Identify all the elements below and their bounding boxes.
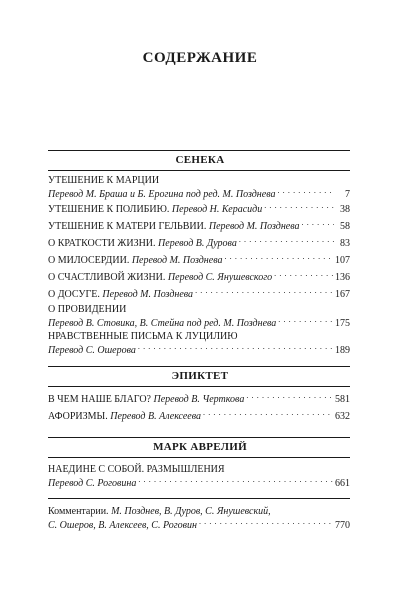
section-title-epictetus: ЭПИКТЕТ [171,370,229,382]
leader-dots [246,392,333,402]
section-rule [48,386,350,387]
leader-dots [224,253,333,263]
page-number: 661 [335,478,350,489]
section-rule [48,457,350,458]
toc-entry[interactable] [48,409,350,423]
entry-translator: Перевод С. Ошерова [48,345,136,356]
entry-translator: Перевод М. Позднева [131,255,223,266]
comments-authors-line2: С. Ошеров, В. Алексеев, С. Роговин [48,520,197,531]
entry-title: О СЧАСТЛИВОЙ ЖИЗНИ. [48,272,166,283]
leader-dots [199,518,333,528]
toc-entry[interactable] [48,287,350,301]
leader-dots [278,316,333,326]
entry-title: О МИЛОСЕРДИИ. [48,255,130,266]
section-rule [48,498,350,499]
entry-translator: Перевод М. Позднева [102,289,194,300]
leader-dots [203,409,333,419]
toc-entry[interactable] [48,464,350,490]
entry-title: УТЕШЕНИЕ К ПОЛИБИЮ. [48,204,170,215]
leader-dots [195,287,333,297]
entry-translator: Перевод С. Янушевского [167,272,273,283]
entry-translator: Перевод В. Черткова [153,394,245,405]
toc-entry[interactable] [48,236,350,250]
toc-entry[interactable] [48,392,350,406]
toc-entry[interactable] [48,270,350,284]
page-number: 770 [335,520,350,531]
page-title: СОДЕРЖАНИЕ [142,50,258,66]
page-number: 167 [335,289,350,300]
page-number: 189 [335,345,350,356]
toc-entry[interactable] [48,202,350,216]
leader-dots [302,219,334,229]
toc-entry[interactable] [48,331,350,357]
section-title-marcus-aurelius: МАРК АВРЕЛИЙ [153,441,247,453]
toc-entry[interactable] [48,304,350,330]
comments-label: Комментарии. [48,506,109,517]
page-number: 83 [340,238,350,249]
entry-title: АФОРИЗМЫ. [48,411,108,422]
entry-title: О ПРОВИДЕНИИ [48,304,127,315]
section-rule [48,437,350,438]
page-number: 136 [335,272,350,283]
toc-entry-comments[interactable] [48,506,350,532]
leader-dots [239,236,334,246]
comments-authors-line1: М. Позднев, В. Дуров, С. Янушевский, [111,506,271,517]
page-number: 7 [345,189,350,200]
leader-dots [138,476,333,486]
page-number: 107 [335,255,350,266]
entry-title: НРАВСТВЕННЫЕ ПИСЬМА К ЛУЦИЛИЮ [48,331,238,342]
leader-dots [264,202,334,212]
toc-entry[interactable] [48,219,350,233]
section-title-seneca: СЕНЕКА [175,154,225,166]
leader-dots [138,343,333,353]
entry-translator: Перевод С. Роговина [48,478,137,489]
page-number: 581 [335,394,350,405]
section-rule [48,150,350,151]
entry-translator: Перевод М. Браша и Б. Ерогина под ред. М. Позднева [48,189,276,200]
leader-dots [274,270,333,280]
entry-title: УТЕШЕНИЕ К МАТЕРИ ГЕЛЬВИИ. [48,221,207,232]
section-rule [48,366,350,367]
page-number: 632 [335,411,350,422]
section-rule [48,170,350,171]
leader-dots [277,187,334,197]
page-number: 175 [335,318,350,329]
entry-translator: Перевод В. Стовика, В. Стейна под ред. М. Позднева [48,318,277,329]
page-number: 38 [340,204,350,215]
entry-translator: Перевод Н. Керасиди [171,204,263,215]
entry-title: О ДОСУГЕ. [48,289,100,300]
entry-translator: Перевод В. Дурова [158,238,237,249]
toc-entry[interactable] [48,175,350,201]
entry-translator: Перевод М. Позднева [208,221,300,232]
entry-title: В ЧЕМ НАШЕ БЛАГО? [48,394,151,405]
entry-translator: Перевод В. Алексеева [110,411,202,422]
page-number: 58 [340,221,350,232]
entry-title: О КРАТКОСТИ ЖИЗНИ. [48,238,156,249]
entry-title: НАЕДИНЕ С СОБОЙ. РАЗМЫШЛЕНИЯ [48,464,225,475]
toc-entry[interactable] [48,253,350,267]
entry-title: УТЕШЕНИЕ К МАРЦИИ [48,175,160,186]
